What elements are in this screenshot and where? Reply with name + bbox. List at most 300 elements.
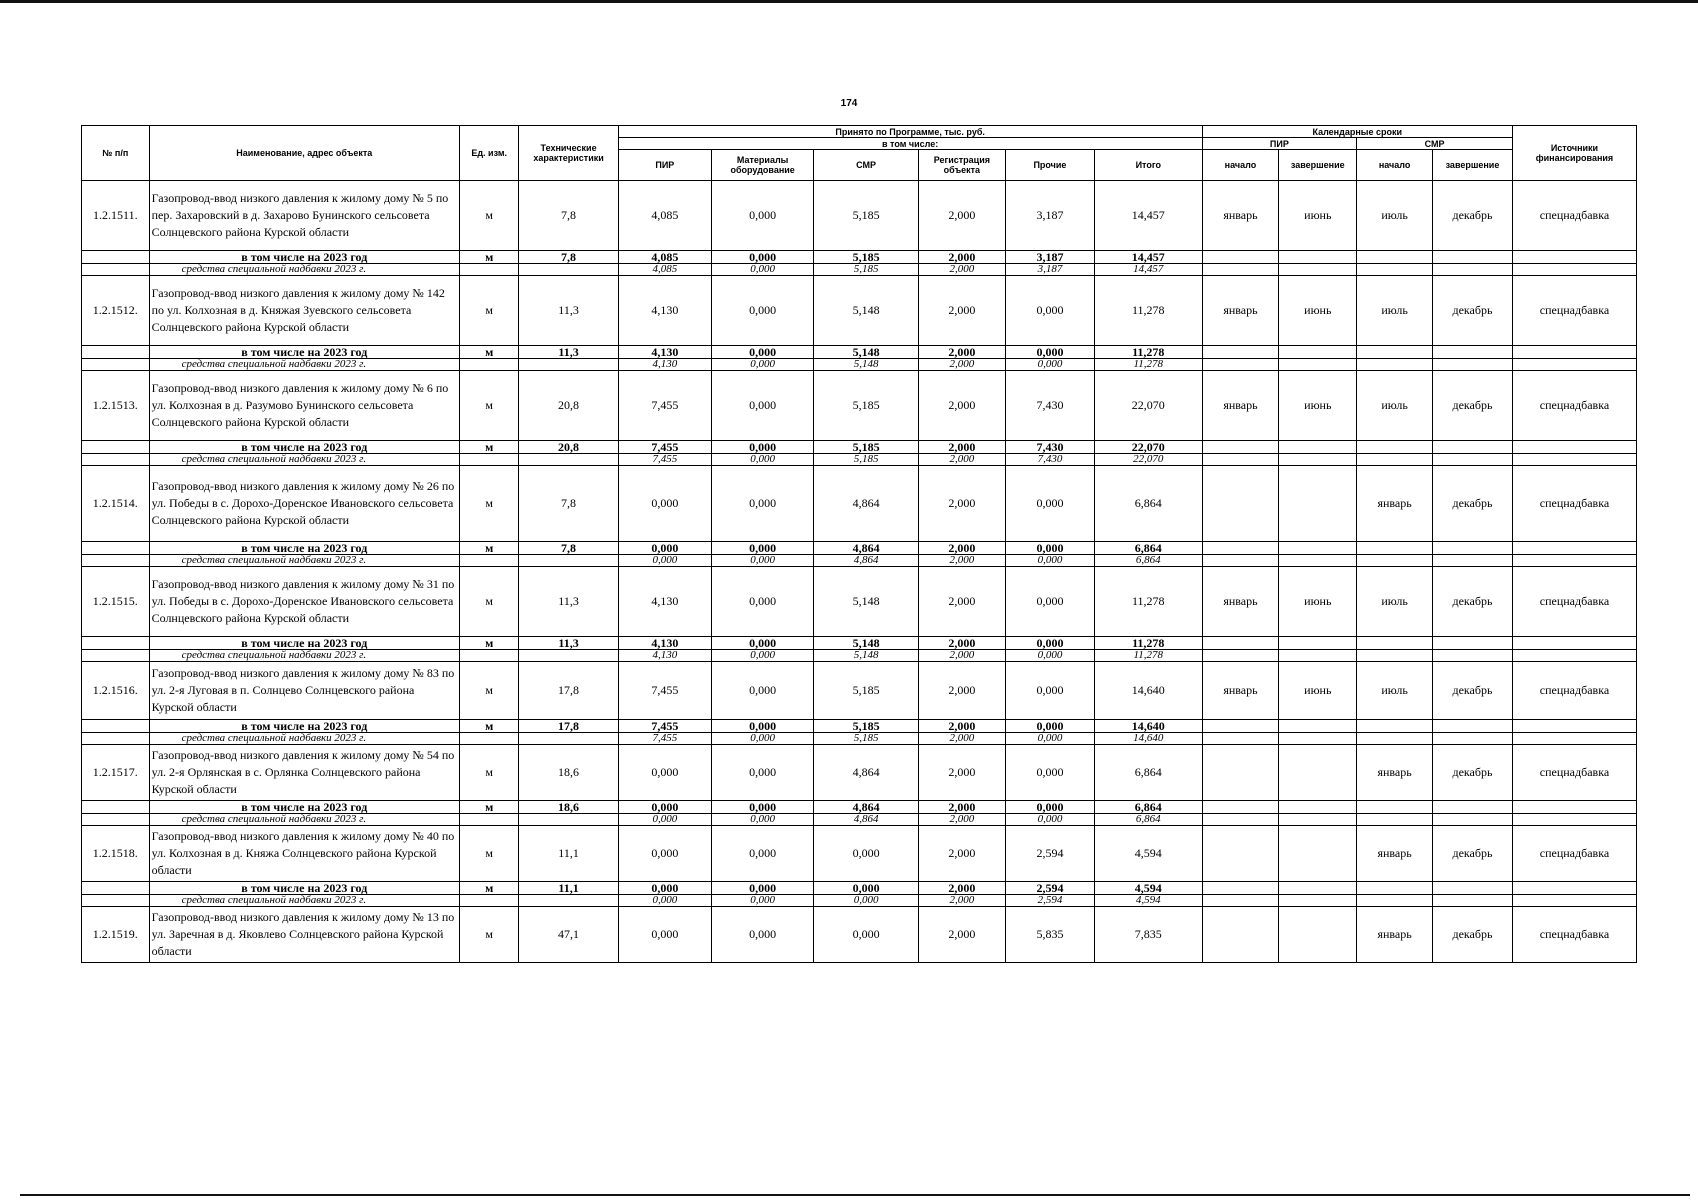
smr-cell: 5,185 <box>814 662 918 720</box>
subtotal-reg-cell: 2,000 <box>918 251 1005 264</box>
registration-cell: 2,000 <box>918 181 1005 251</box>
pir-cell: 0,000 <box>618 907 711 963</box>
year-subtotal-label: в том числе на 2023 год <box>149 542 459 555</box>
subtotal-unit-cell: м <box>459 720 518 733</box>
empty-cell <box>1512 650 1636 662</box>
registration-cell: 2,000 <box>918 907 1005 963</box>
pir-start-cell <box>1202 826 1279 882</box>
empty-cell <box>1512 814 1636 826</box>
fund-mat-cell: 0,000 <box>711 814 813 826</box>
fund-total-cell: 14,640 <box>1095 733 1203 745</box>
subtotal-unit-cell: м <box>459 441 518 454</box>
fund-pir-cell: 7,455 <box>618 454 711 466</box>
empty-cell <box>1202 555 1279 567</box>
funding-cell: спецнадбавка <box>1512 662 1636 720</box>
row-code: 1.2.1513. <box>82 371 150 441</box>
materials-cell: 0,000 <box>711 907 813 963</box>
smr-start-cell: июль <box>1357 276 1433 346</box>
col-other-header: Прочие <box>1005 150 1094 181</box>
empty-cell <box>82 542 150 555</box>
empty-cell <box>1202 895 1279 907</box>
pir-cell: 4,130 <box>618 276 711 346</box>
fund-mat-cell: 0,000 <box>711 555 813 567</box>
empty-cell <box>1512 720 1636 733</box>
table-body <box>82 181 1637 963</box>
empty-cell <box>1279 264 1357 276</box>
subtotal-mat-cell: 0,000 <box>711 542 813 555</box>
subtotal-smr-cell: 5,148 <box>814 346 918 359</box>
pir-start-cell <box>1202 907 1279 963</box>
subtotal-reg-cell: 2,000 <box>918 542 1005 555</box>
fund-other-cell: 7,430 <box>1005 454 1094 466</box>
fund-other-cell: 2,594 <box>1005 895 1094 907</box>
smr-cell: 5,148 <box>814 276 918 346</box>
special-fund-label: средства специальной надбавки 2023 г. <box>149 895 459 907</box>
empty-cell <box>1433 346 1513 359</box>
smr-cell: 0,000 <box>814 826 918 882</box>
empty-cell <box>459 814 518 826</box>
empty-cell <box>1357 637 1433 650</box>
fund-other-cell: 0,000 <box>1005 733 1094 745</box>
col-registration-header: Регистрация объекта <box>918 150 1005 181</box>
other-cell: 7,430 <box>1005 371 1094 441</box>
empty-cell <box>1512 359 1636 371</box>
year-subtotal-label: в том числе на 2023 год <box>149 720 459 733</box>
object-name: Газопровод-ввод низкого давления к жилому дому № 40 по ул. Колхозная в д. Княжа Солнцевского района Курской области <box>149 826 459 882</box>
empty-cell <box>459 454 518 466</box>
empty-cell <box>1357 251 1433 264</box>
empty-cell <box>1279 650 1357 662</box>
subtotal-other-cell: 0,000 <box>1005 801 1094 814</box>
registration-cell: 2,000 <box>918 567 1005 637</box>
empty-cell <box>1433 441 1513 454</box>
subtotal-total-cell: 22,070 <box>1095 441 1203 454</box>
row-code: 1.2.1518. <box>82 826 150 882</box>
pir-end-cell <box>1279 466 1357 542</box>
empty-cell <box>1512 251 1636 264</box>
subtotal-unit-cell: м <box>459 637 518 650</box>
other-cell: 0,000 <box>1005 662 1094 720</box>
empty-cell <box>1279 882 1357 895</box>
fund-mat-cell: 0,000 <box>711 264 813 276</box>
registration-cell: 2,000 <box>918 276 1005 346</box>
row-code: 1.2.1516. <box>82 662 150 720</box>
empty-cell <box>82 454 150 466</box>
empty-cell <box>1202 801 1279 814</box>
materials-cell: 0,000 <box>711 826 813 882</box>
scan-edge-bottom <box>20 1194 1690 1196</box>
unit-cell: м <box>459 907 518 963</box>
tech-cell: 20,8 <box>519 371 618 441</box>
empty-cell <box>1433 264 1513 276</box>
calendar-header: Календарные сроки <box>1202 126 1512 138</box>
subtotal-smr-cell: 5,148 <box>814 637 918 650</box>
pir-start-cell: январь <box>1202 276 1279 346</box>
empty-cell <box>1512 346 1636 359</box>
unit-cell: м <box>459 371 518 441</box>
object-row <box>82 826 1637 882</box>
fund-other-cell: 0,000 <box>1005 555 1094 567</box>
tech-cell: 11,3 <box>519 276 618 346</box>
empty-cell <box>1279 733 1357 745</box>
materials-cell: 0,000 <box>711 466 813 542</box>
smr-cell: 5,185 <box>814 181 918 251</box>
empty-cell <box>1279 801 1357 814</box>
fund-mat-cell: 0,000 <box>711 359 813 371</box>
registration-cell: 2,000 <box>918 745 1005 801</box>
col-total-header: Итого <box>1095 150 1203 181</box>
total-cell: 7,835 <box>1095 907 1203 963</box>
subtotal-pir-cell: 4,130 <box>618 346 711 359</box>
empty-cell <box>1357 359 1433 371</box>
pir-cell: 0,000 <box>618 466 711 542</box>
subtotal-pir-cell: 0,000 <box>618 801 711 814</box>
subtotal-total-cell: 11,278 <box>1095 346 1203 359</box>
empty-cell <box>1433 650 1513 662</box>
total-cell: 6,864 <box>1095 745 1203 801</box>
empty-cell <box>1357 454 1433 466</box>
pir-start-cell <box>1202 745 1279 801</box>
empty-cell <box>82 720 150 733</box>
pir-cell: 0,000 <box>618 745 711 801</box>
empty-cell <box>1357 555 1433 567</box>
subtotal-mat-cell: 0,000 <box>711 346 813 359</box>
subtotal-unit-cell: м <box>459 542 518 555</box>
pir-cell: 4,085 <box>618 181 711 251</box>
subtotal-mat-cell: 0,000 <box>711 882 813 895</box>
fund-smr-cell: 5,185 <box>814 454 918 466</box>
fund-reg-cell: 2,000 <box>918 555 1005 567</box>
subtotal-smr-cell: 4,864 <box>814 801 918 814</box>
total-cell: 4,594 <box>1095 826 1203 882</box>
year-subtotal-row <box>82 637 1637 650</box>
accepted-header: Принято по Программе, тыс. руб. <box>618 126 1202 138</box>
subtotal-total-cell: 6,864 <box>1095 542 1203 555</box>
empty-cell <box>519 733 618 745</box>
tech-cell: 11,3 <box>519 567 618 637</box>
program-table <box>81 125 1637 963</box>
registration-cell: 2,000 <box>918 371 1005 441</box>
special-fund-label: средства специальной надбавки 2023 г. <box>149 733 459 745</box>
pir-start-cell <box>1202 466 1279 542</box>
subtotal-smr-cell: 5,185 <box>814 251 918 264</box>
pir-cell: 7,455 <box>618 662 711 720</box>
smr-start-cell: июль <box>1357 371 1433 441</box>
subtotal-tech-cell: 18,6 <box>519 801 618 814</box>
pir-cell: 4,130 <box>618 567 711 637</box>
special-fund-label: средства специальной надбавки 2023 г. <box>149 814 459 826</box>
empty-cell <box>1433 733 1513 745</box>
smr-start-cell: январь <box>1357 466 1433 542</box>
subtotal-reg-cell: 2,000 <box>918 441 1005 454</box>
pir-cell: 0,000 <box>618 826 711 882</box>
empty-cell <box>1512 882 1636 895</box>
pir-end-cell <box>1279 826 1357 882</box>
pir-end-cell: июнь <box>1279 276 1357 346</box>
fund-other-cell: 3,187 <box>1005 264 1094 276</box>
empty-cell <box>1433 542 1513 555</box>
subtotal-other-cell: 0,000 <box>1005 542 1094 555</box>
other-cell: 0,000 <box>1005 567 1094 637</box>
smr-start-cell: июль <box>1357 567 1433 637</box>
pir-end-cell: июнь <box>1279 181 1357 251</box>
empty-cell <box>519 555 618 567</box>
smr-end-cell: декабрь <box>1433 276 1513 346</box>
fund-reg-cell: 2,000 <box>918 264 1005 276</box>
year-subtotal-label: в том числе на 2023 год <box>149 251 459 264</box>
row-code: 1.2.1515. <box>82 567 150 637</box>
empty-cell <box>82 650 150 662</box>
object-name: Газопровод-ввод низкого давления к жилому дому № 26 по ул. Победы в с. Дорохо-Доренское Ивановского сельсовета Солнцевского района Курской области <box>149 466 459 542</box>
fund-pir-cell: 4,130 <box>618 650 711 662</box>
fund-smr-cell: 5,148 <box>814 650 918 662</box>
empty-cell <box>1202 441 1279 454</box>
empty-cell <box>82 882 150 895</box>
incl-header: в том числе: <box>618 138 1202 150</box>
page-number: 174 <box>840 98 858 109</box>
col-unit-header: Ед. изм. <box>459 126 518 181</box>
empty-cell <box>1202 814 1279 826</box>
empty-cell <box>1433 359 1513 371</box>
empty-cell <box>1433 801 1513 814</box>
object-row <box>82 567 1637 637</box>
subtotal-mat-cell: 0,000 <box>711 801 813 814</box>
cal-smr-header: СМР <box>1357 138 1513 150</box>
col-smr-end-header: завершение <box>1433 150 1513 181</box>
year-subtotal-label: в том числе на 2023 год <box>149 801 459 814</box>
smr-cell: 0,000 <box>814 907 918 963</box>
empty-cell <box>1512 264 1636 276</box>
smr-cell: 4,864 <box>814 466 918 542</box>
empty-cell <box>1202 637 1279 650</box>
fund-smr-cell: 4,864 <box>814 814 918 826</box>
subtotal-unit-cell: м <box>459 251 518 264</box>
empty-cell <box>1357 895 1433 907</box>
subtotal-tech-cell: 11,1 <box>519 882 618 895</box>
empty-cell <box>1357 882 1433 895</box>
fund-smr-cell: 5,185 <box>814 264 918 276</box>
special-fund-row <box>82 359 1637 371</box>
empty-cell <box>1279 441 1357 454</box>
year-subtotal-row <box>82 251 1637 264</box>
smr-start-cell: июль <box>1357 662 1433 720</box>
fund-reg-cell: 2,000 <box>918 814 1005 826</box>
funding-cell: спецнадбавка <box>1512 907 1636 963</box>
empty-cell <box>1279 814 1357 826</box>
smr-end-cell: декабрь <box>1433 662 1513 720</box>
special-fund-label: средства специальной надбавки 2023 г. <box>149 555 459 567</box>
smr-cell: 5,185 <box>814 371 918 441</box>
empty-cell <box>82 637 150 650</box>
empty-cell <box>519 454 618 466</box>
object-name: Газопровод-ввод низкого давления к жилому дому № 142 по ул. Колхозная в д. Княжая Зуевского сельсовета Солнцевского района Курской области <box>149 276 459 346</box>
funding-cell: спецнадбавка <box>1512 181 1636 251</box>
col-materials-header: Материалы оборудование <box>711 150 813 181</box>
total-cell: 14,640 <box>1095 662 1203 720</box>
funding-cell: спецнадбавка <box>1512 371 1636 441</box>
subtotal-reg-cell: 2,000 <box>918 720 1005 733</box>
col-num-header: № п/п <box>82 126 150 181</box>
empty-cell <box>519 264 618 276</box>
year-subtotal-label: в том числе на 2023 год <box>149 346 459 359</box>
object-name: Газопровод-ввод низкого давления к жилому дому № 83 по ул. 2-я Луговая в п. Солнцево Солнцевского района Курской области <box>149 662 459 720</box>
year-subtotal-row <box>82 882 1637 895</box>
empty-cell <box>1202 251 1279 264</box>
tech-cell: 18,6 <box>519 745 618 801</box>
subtotal-smr-cell: 0,000 <box>814 882 918 895</box>
object-name: Газопровод-ввод низкого давления к жилому дому № 6 по ул. Колхозная в д. Разумово Бунинского сельсовета Солнцевского района Курской области <box>149 371 459 441</box>
total-cell: 11,278 <box>1095 276 1203 346</box>
subtotal-other-cell: 0,000 <box>1005 637 1094 650</box>
subtotal-other-cell: 2,594 <box>1005 882 1094 895</box>
empty-cell <box>1202 264 1279 276</box>
pir-start-cell: январь <box>1202 371 1279 441</box>
subtotal-reg-cell: 2,000 <box>918 346 1005 359</box>
unit-cell: м <box>459 466 518 542</box>
subtotal-tech-cell: 11,3 <box>519 637 618 650</box>
empty-cell <box>1512 637 1636 650</box>
fund-total-cell: 6,864 <box>1095 555 1203 567</box>
object-name: Газопровод-ввод низкого давления к жилому дому № 31 по ул. Победы в с. Дорохо-Доренское Ивановского сельсовета Солнцевского района Курской области <box>149 567 459 637</box>
pir-start-cell: январь <box>1202 181 1279 251</box>
special-fund-row <box>82 650 1637 662</box>
row-code: 1.2.1519. <box>82 907 150 963</box>
fund-pir-cell: 4,085 <box>618 264 711 276</box>
subtotal-other-cell: 0,000 <box>1005 346 1094 359</box>
subtotal-pir-cell: 0,000 <box>618 542 711 555</box>
empty-cell <box>82 359 150 371</box>
subtotal-mat-cell: 0,000 <box>711 720 813 733</box>
fund-mat-cell: 0,000 <box>711 454 813 466</box>
tech-cell: 17,8 <box>519 662 618 720</box>
materials-cell: 0,000 <box>711 745 813 801</box>
pir-end-cell: июнь <box>1279 371 1357 441</box>
subtotal-total-cell: 14,640 <box>1095 720 1203 733</box>
empty-cell <box>1279 454 1357 466</box>
tech-cell: 47,1 <box>519 907 618 963</box>
special-fund-row <box>82 733 1637 745</box>
fund-other-cell: 0,000 <box>1005 359 1094 371</box>
object-row <box>82 181 1637 251</box>
subtotal-reg-cell: 2,000 <box>918 801 1005 814</box>
empty-cell <box>1512 733 1636 745</box>
smr-start-cell: январь <box>1357 826 1433 882</box>
subtotal-smr-cell: 5,185 <box>814 441 918 454</box>
smr-end-cell: декабрь <box>1433 371 1513 441</box>
smr-end-cell: декабрь <box>1433 567 1513 637</box>
empty-cell <box>1433 882 1513 895</box>
object-name: Газопровод-ввод низкого давления к жилому дому № 54 по ул. 2-я Орлянская в с. Орлянка Солнцевского района Курской области <box>149 745 459 801</box>
object-row <box>82 662 1637 720</box>
funding-cell: спецнадбавка <box>1512 567 1636 637</box>
materials-cell: 0,000 <box>711 567 813 637</box>
subtotal-pir-cell: 4,130 <box>618 637 711 650</box>
other-cell: 0,000 <box>1005 466 1094 542</box>
empty-cell <box>1357 801 1433 814</box>
tech-cell: 11,1 <box>519 826 618 882</box>
subtotal-mat-cell: 0,000 <box>711 637 813 650</box>
special-fund-row <box>82 814 1637 826</box>
subtotal-other-cell: 3,187 <box>1005 251 1094 264</box>
total-cell: 22,070 <box>1095 371 1203 441</box>
pir-end-cell <box>1279 745 1357 801</box>
year-subtotal-row <box>82 720 1637 733</box>
empty-cell <box>1202 542 1279 555</box>
empty-cell <box>1202 733 1279 745</box>
empty-cell <box>1279 637 1357 650</box>
empty-cell <box>1433 555 1513 567</box>
tech-cell: 7,8 <box>519 466 618 542</box>
unit-cell: м <box>459 826 518 882</box>
subtotal-total-cell: 11,278 <box>1095 637 1203 650</box>
registration-cell: 2,000 <box>918 466 1005 542</box>
funding-cell: спецнадбавка <box>1512 745 1636 801</box>
subtotal-other-cell: 7,430 <box>1005 441 1094 454</box>
fund-pir-cell: 4,130 <box>618 359 711 371</box>
row-code: 1.2.1517. <box>82 745 150 801</box>
fund-total-cell: 11,278 <box>1095 359 1203 371</box>
subtotal-smr-cell: 5,185 <box>814 720 918 733</box>
empty-cell <box>1202 359 1279 371</box>
row-code: 1.2.1514. <box>82 466 150 542</box>
year-subtotal-row <box>82 801 1637 814</box>
fund-other-cell: 0,000 <box>1005 814 1094 826</box>
smr-start-cell: январь <box>1357 907 1433 963</box>
empty-cell <box>1202 650 1279 662</box>
special-fund-label: средства специальной надбавки 2023 г. <box>149 264 459 276</box>
object-row <box>82 466 1637 542</box>
smr-end-cell: декабрь <box>1433 826 1513 882</box>
subtotal-reg-cell: 2,000 <box>918 882 1005 895</box>
fund-reg-cell: 2,000 <box>918 650 1005 662</box>
empty-cell <box>82 733 150 745</box>
empty-cell <box>1202 882 1279 895</box>
empty-cell <box>1279 346 1357 359</box>
object-name: Газопровод-ввод низкого давления к жилому дому № 5 по пер. Захаровский в д. Захарово Бунинского сельсовета Солнцевского района Курской области <box>149 181 459 251</box>
fund-reg-cell: 2,000 <box>918 454 1005 466</box>
registration-cell: 2,000 <box>918 826 1005 882</box>
tech-cell: 7,8 <box>519 181 618 251</box>
empty-cell <box>82 801 150 814</box>
subtotal-total-cell: 14,457 <box>1095 251 1203 264</box>
subtotal-unit-cell: м <box>459 882 518 895</box>
fund-total-cell: 11,278 <box>1095 650 1203 662</box>
registration-cell: 2,000 <box>918 662 1005 720</box>
fund-mat-cell: 0,000 <box>711 733 813 745</box>
materials-cell: 0,000 <box>711 276 813 346</box>
other-cell: 3,187 <box>1005 181 1094 251</box>
fund-smr-cell: 5,185 <box>814 733 918 745</box>
empty-cell <box>1279 895 1357 907</box>
total-cell: 14,457 <box>1095 181 1203 251</box>
smr-end-cell: декабрь <box>1433 745 1513 801</box>
pir-start-cell: январь <box>1202 567 1279 637</box>
fund-pir-cell: 0,000 <box>618 814 711 826</box>
empty-cell <box>1512 555 1636 567</box>
fund-total-cell: 22,070 <box>1095 454 1203 466</box>
subtotal-smr-cell: 4,864 <box>814 542 918 555</box>
smr-cell: 5,148 <box>814 567 918 637</box>
empty-cell <box>1357 346 1433 359</box>
year-subtotal-row <box>82 441 1637 454</box>
special-fund-row <box>82 454 1637 466</box>
empty-cell <box>1357 720 1433 733</box>
empty-cell <box>82 441 150 454</box>
col-smr-start-header: начало <box>1357 150 1433 181</box>
empty-cell <box>459 733 518 745</box>
subtotal-other-cell: 0,000 <box>1005 720 1094 733</box>
subtotal-total-cell: 6,864 <box>1095 801 1203 814</box>
